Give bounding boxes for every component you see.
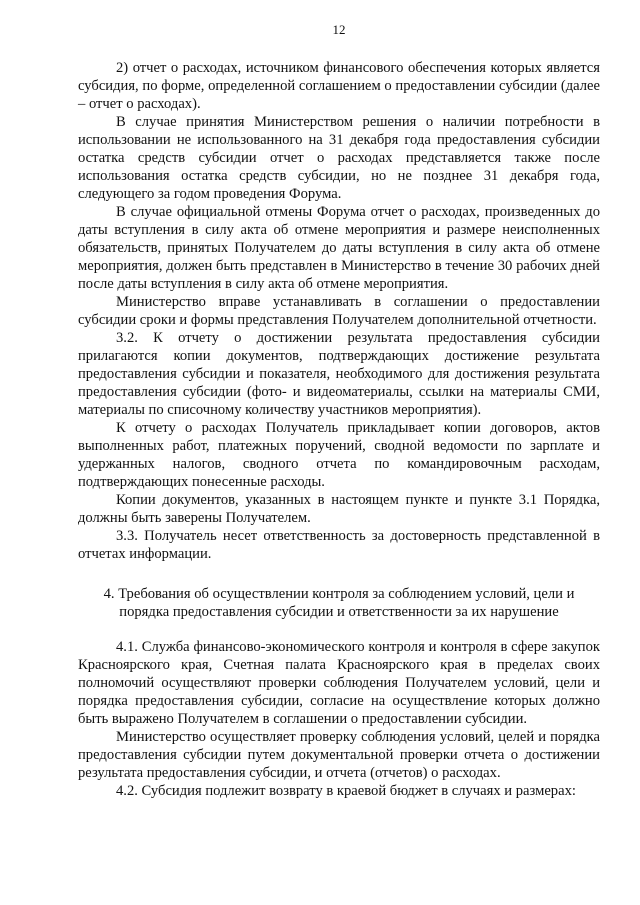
paragraph: 2) отчет о расходах, источником финансового обеспечения которых является субсидия, по форме, определенной соглашением о предоставлении субсидии (далее – отчет о расходах). [78, 60, 600, 112]
paragraph: Министерство осуществляет проверку соблюдения условий, целей и порядка предоставления субсидии путем документальной проверки отчета о достижении результата предоставления субсидии, и отчета (отчетов) о расходах. [78, 729, 600, 781]
paragraph: К отчету о расходах Получатель прикладывает копии договоров, актов выполненных работ, платежных поручений, сводной ведомости по зарплате и удержанных налогов, сводного отчета по командировочным расходам, подтверждающих понесенные расходы. [78, 420, 600, 490]
paragraph: 4.1. Служба финансово-экономического контроля и контроля в сфере закупок Красноярского края, Счетная палата Красноярского края в пределах своих полномочий осуществляют проверки соблюдения Получателем условий, цели и порядка предоставления субсидии, согласие на осуществление которых должно быть выражено Получателем в соглашении о предоставлении субсидии. [78, 639, 600, 727]
paragraph: Копии документов, указанных в настоящем пункте и пункте 3.1 Порядка, должны быть заверены Получателем. [78, 492, 600, 526]
page-number: 12 [332, 22, 346, 37]
paragraph: 3.2. К отчету о достижении результата предоставления субсидии прилагаются копии документов, подтверждающих достижение результата предоставления субсидии и показателя, необходимого для достижения результата предоставления субсидии (фото- и видеоматериалы, ссылки на материалы СМИ, материалы по списочному количеству участников мероприятия). [78, 330, 600, 418]
paragraph: 4.2. Субсидия подлежит возврату в краевой бюджет в случаях и размерах: [116, 783, 576, 799]
paragraph: Министерство вправе устанавливать в соглашении о предоставлении субсидии сроки и формы представления Получателем дополнительной отчетности. [78, 294, 600, 328]
paragraph: В случае принятия Министерством решения о наличии потребности в использовании не использованного на 31 декабря года предоставления субсидии остатка средств субсидии отчет о расходах представляется также после использования остатка средств субсидии, но не позднее 31 декабря года, следующего за годом проведения Форума. [78, 114, 600, 202]
section-heading: 4. Требования об осуществлении контроля за соблюдением условий, цели и порядка предоставления субсидии и ответственности за их нарушение [103, 586, 575, 620]
document-body [78, 59, 600, 800]
paragraph: В случае официальной отмены Форума отчет о расходах, произведенных до даты вступления в силу акта об отмене мероприятия и размере неисполненных обязательств, принятых Получателем до даты вступления в силу акта об отмене мероприятия, должен быть представлен в Министерство в течение 30 рабочих дней после даты вступления в силу акта об отмене мероприятия. [78, 204, 600, 292]
paragraph: 3.3. Получатель несет ответственность за достоверность представленной в отчетах информации. [78, 528, 600, 562]
